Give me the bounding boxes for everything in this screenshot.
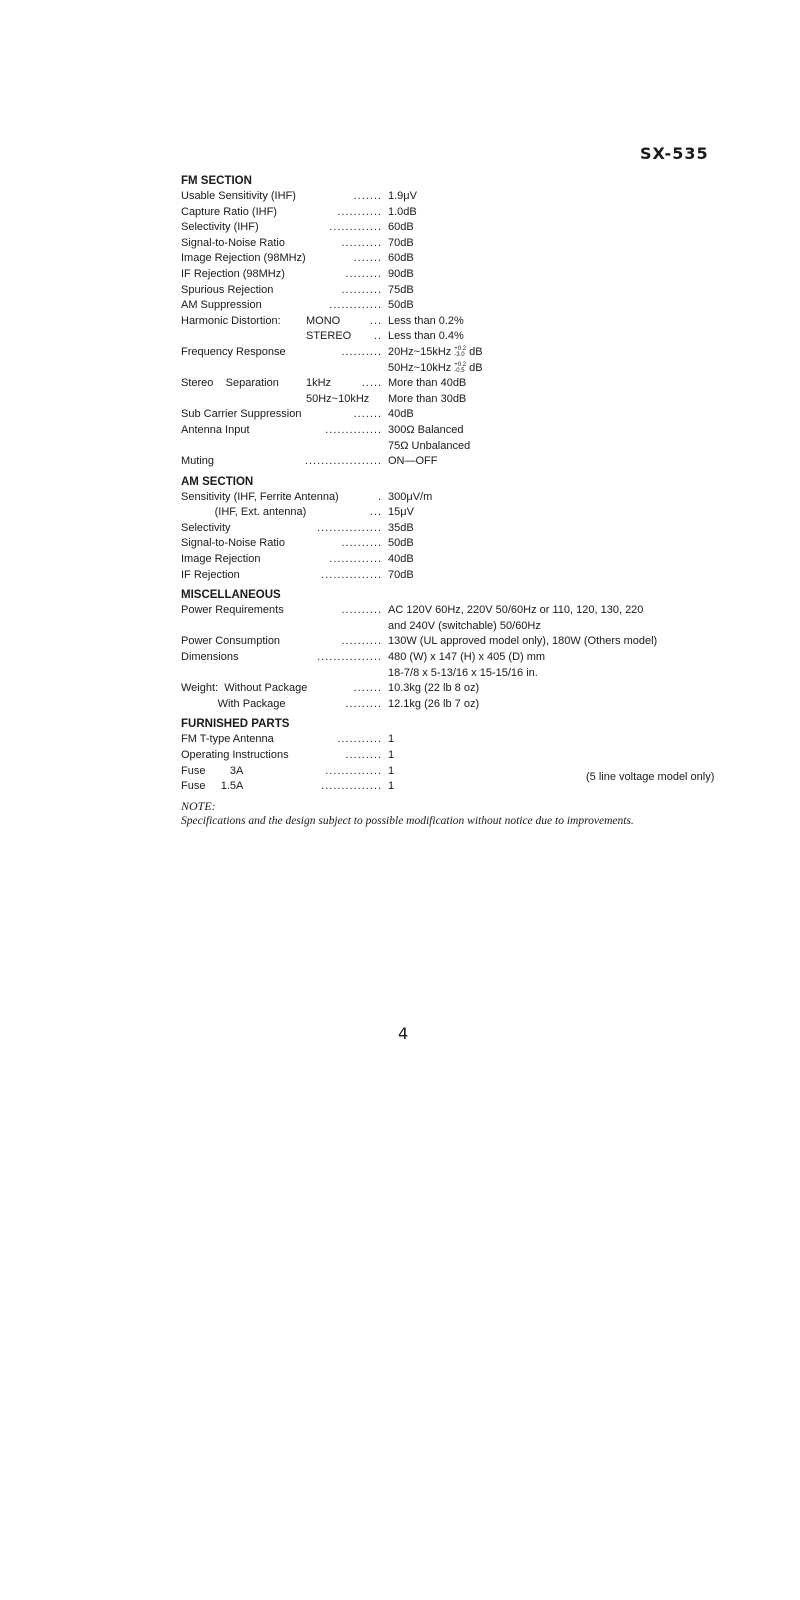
leader-dots: ... xyxy=(369,506,382,519)
spec-value: 35dB xyxy=(388,521,414,534)
spec-label: Image Rejection (98MHz) xyxy=(181,252,306,265)
leader-dots: ..... xyxy=(361,377,382,390)
spec-label: Fuse 1.5A xyxy=(181,780,244,793)
spec-row xyxy=(181,552,741,568)
spec-label: 1kHz xyxy=(306,377,332,390)
spec-label: Dimensions xyxy=(181,651,239,664)
spec-value: 18-7/8 x 5-13/16 x 15-15/16 in. xyxy=(388,666,538,679)
spec-value: 1.9μV xyxy=(388,190,417,202)
spec-row xyxy=(181,423,741,439)
leader-dots: ........... xyxy=(337,205,382,218)
spec-value: 70dB xyxy=(388,236,414,249)
spec-label: Spurious Rejection xyxy=(181,283,274,296)
spec-label: Antenna Input xyxy=(181,423,250,436)
spec-row xyxy=(181,505,741,521)
leader-dots: ....... xyxy=(353,682,382,695)
spec-label: Stereo Separation xyxy=(181,377,279,390)
spec-row-frequency-response: Frequency Response .......... 20Hz~15kHz +0.2 -3.0 dB xyxy=(181,345,741,361)
spec-row xyxy=(181,697,741,713)
leader-dots: .............. xyxy=(325,423,382,436)
spec-label: MONO xyxy=(306,314,341,327)
tolerance: +0.2 -3.0 xyxy=(454,346,467,359)
spec-row xyxy=(181,603,741,619)
leader-dots: .. xyxy=(373,330,382,343)
spec-value: 1 xyxy=(388,733,395,746)
spec-row xyxy=(181,298,741,314)
spec-row xyxy=(181,220,741,236)
spec-value: Less than 0.4% xyxy=(388,330,464,343)
spec-label: Fuse 3A xyxy=(181,764,244,777)
spec-label: Power Requirements xyxy=(181,604,284,617)
spec-label: Weight: Without Package xyxy=(181,682,308,695)
spec-row xyxy=(181,376,741,392)
spec-value: 75dB xyxy=(388,283,414,296)
spec-row xyxy=(181,283,741,299)
am-section-heading: AM SECTION xyxy=(181,475,254,488)
spec-value: More than 30dB xyxy=(388,392,467,405)
leader-dots: .......... xyxy=(341,604,382,617)
spec-value: 90dB xyxy=(388,267,414,280)
spec-label: AM Suppression xyxy=(181,299,262,312)
spec-label: IF Rejection (98MHz) xyxy=(181,267,285,280)
spec-label: Sensitivity (IHF, Ferrite Antenna) xyxy=(181,490,339,503)
spec-row xyxy=(181,439,741,455)
spec-value: 1 xyxy=(388,764,395,777)
spec-value: 70dB xyxy=(388,568,414,581)
spec-row xyxy=(181,314,741,330)
spec-value: 60dB xyxy=(388,221,414,234)
leader-dots: ................... xyxy=(304,455,382,468)
leader-dots: ............. xyxy=(329,299,382,312)
note-heading: NOTE: xyxy=(181,798,216,813)
spec-value: 12.1kg (26 lb 7 oz) xyxy=(388,697,480,710)
note-text: Specifications and the design subject to possible modification without notice due to improvements. xyxy=(181,814,634,827)
spec-value: 75Ω Unbalanced xyxy=(388,439,471,452)
page-number: 4 xyxy=(398,1024,409,1043)
spec-row xyxy=(181,205,741,221)
spec-sheet xyxy=(181,173,741,831)
spec-row xyxy=(181,454,741,470)
spec-row xyxy=(181,407,741,423)
spec-label: Frequency Response xyxy=(181,345,286,358)
leader-dots: ......... xyxy=(345,267,382,280)
spec-value: 10.3kg (22 lb 8 oz) xyxy=(388,682,480,695)
leader-dots: .......... xyxy=(341,236,382,249)
parts-list xyxy=(181,732,741,794)
spec-value: 40dB xyxy=(388,553,414,566)
spec-label: Image Rejection xyxy=(181,553,261,566)
spec-value: AC 120V 60Hz, 220V 50/60Hz or 110, 120, 130, 220 xyxy=(388,604,644,617)
spec-label: Selectivity xyxy=(181,521,231,534)
spec-label: FM T-type Antenna xyxy=(181,733,274,746)
leader-dots: .............. xyxy=(325,764,382,777)
spec-row xyxy=(181,189,741,205)
spec-value: Less than 0.2% xyxy=(388,314,464,327)
spec-row xyxy=(181,236,741,252)
spec-label: Power Consumption xyxy=(181,635,281,648)
misc-spec-list xyxy=(181,603,741,712)
spec-value: 50dB xyxy=(388,299,414,312)
spec-value: 300μV/m xyxy=(388,490,433,503)
spec-label: IF Rejection xyxy=(181,568,240,581)
spec-row xyxy=(181,329,741,345)
spec-label: Muting xyxy=(181,455,215,468)
spec-row xyxy=(181,392,741,408)
spec-label: Sub Carrier Suppression xyxy=(181,408,302,421)
leader-dots: ............. xyxy=(329,221,382,234)
spec-value: 50Hz~10kHz xyxy=(388,361,452,374)
leader-dots: ................ xyxy=(317,651,382,664)
spec-label: Operating Instructions xyxy=(181,749,289,761)
leader-dots: ... xyxy=(369,314,382,327)
leader-dots: ....... xyxy=(353,408,382,421)
spec-row xyxy=(181,666,741,682)
leader-dots: .......... xyxy=(341,345,382,358)
spec-row xyxy=(181,536,741,552)
spec-row xyxy=(181,619,741,635)
spec-value: and 240V (switchable) 50/60Hz xyxy=(388,619,541,632)
spec-label: Signal-to-Noise Ratio xyxy=(181,537,285,550)
leader-dots: ....... xyxy=(353,190,382,202)
spec-row xyxy=(181,650,741,666)
spec-label: With Package xyxy=(181,697,286,710)
misc-section-heading: MISCELLANEOUS xyxy=(181,589,281,602)
spec-value: 60dB xyxy=(388,252,414,265)
spec-value: 300Ω Balanced xyxy=(388,423,464,436)
spec-row-frequency-response-2: 50Hz~10kHz +0.2 -0.5 dB xyxy=(388,361,483,374)
spec-row xyxy=(181,267,741,283)
fm-section-heading: FM SECTION xyxy=(181,175,252,187)
spec-row xyxy=(181,681,741,697)
spec-label: Capture Ratio (IHF) xyxy=(181,205,277,218)
spec-label: (IHF, Ext. antenna) xyxy=(181,506,307,519)
tolerance: +0.2 -0.5 xyxy=(454,361,467,374)
spec-label: Harmonic Distortion: xyxy=(181,314,281,327)
spec-row xyxy=(181,568,741,584)
fm-spec-list xyxy=(181,189,741,345)
spec-value: 40dB xyxy=(388,408,414,421)
leader-dots: .......... xyxy=(341,537,382,550)
spec-label: Usable Sensitivity (IHF) xyxy=(181,190,296,202)
leader-dots: ....... xyxy=(353,252,382,265)
leader-dots: ............... xyxy=(321,568,382,581)
leader-dots: ......... xyxy=(345,697,382,710)
spec-value: ON—OFF xyxy=(388,455,438,468)
spec-value: 130W (UL approved model only), 180W (Others model) xyxy=(388,635,658,648)
spec-value: 480 (W) x 147 (H) x 405 (D) mm xyxy=(388,651,546,664)
fm-spec-list-2 xyxy=(181,376,741,470)
fuse-note: (5 line voltage model only) xyxy=(586,771,715,784)
model-number: SX-535 xyxy=(640,144,709,163)
spec-value: 50dB xyxy=(388,537,414,550)
parts-section-heading: FURNISHED PARTS xyxy=(181,718,290,731)
spec-label: 50Hz~10kHz xyxy=(306,392,370,405)
spec-label: Selectivity (IHF) xyxy=(181,221,259,234)
spec-row xyxy=(181,251,741,267)
spec-value: 1.0dB xyxy=(388,205,417,218)
spec-value: More than 40dB xyxy=(388,377,467,390)
leader-dots: ................ xyxy=(317,521,382,534)
leader-dots: . xyxy=(377,490,382,503)
am-spec-list xyxy=(181,490,741,584)
leader-dots: .......... xyxy=(341,635,382,648)
spec-row xyxy=(181,521,741,537)
spec-value: 15μV xyxy=(388,506,414,519)
spec-value: 20Hz~15kHz xyxy=(388,345,452,358)
spec-row xyxy=(181,732,741,748)
leader-dots: ........... xyxy=(337,733,382,746)
spec-value: 1 xyxy=(388,780,395,793)
spec-row xyxy=(181,490,741,506)
leader-dots: ............. xyxy=(329,553,382,566)
spec-label: Signal-to-Noise Ratio xyxy=(181,236,285,249)
spec-row xyxy=(181,634,741,650)
leader-dots: ......... xyxy=(345,749,382,761)
spec-label: STEREO xyxy=(306,330,352,343)
leader-dots: ............... xyxy=(321,780,382,793)
leader-dots: .......... xyxy=(341,283,382,296)
spec-row xyxy=(181,748,741,764)
spec-value: 1 xyxy=(388,749,395,761)
